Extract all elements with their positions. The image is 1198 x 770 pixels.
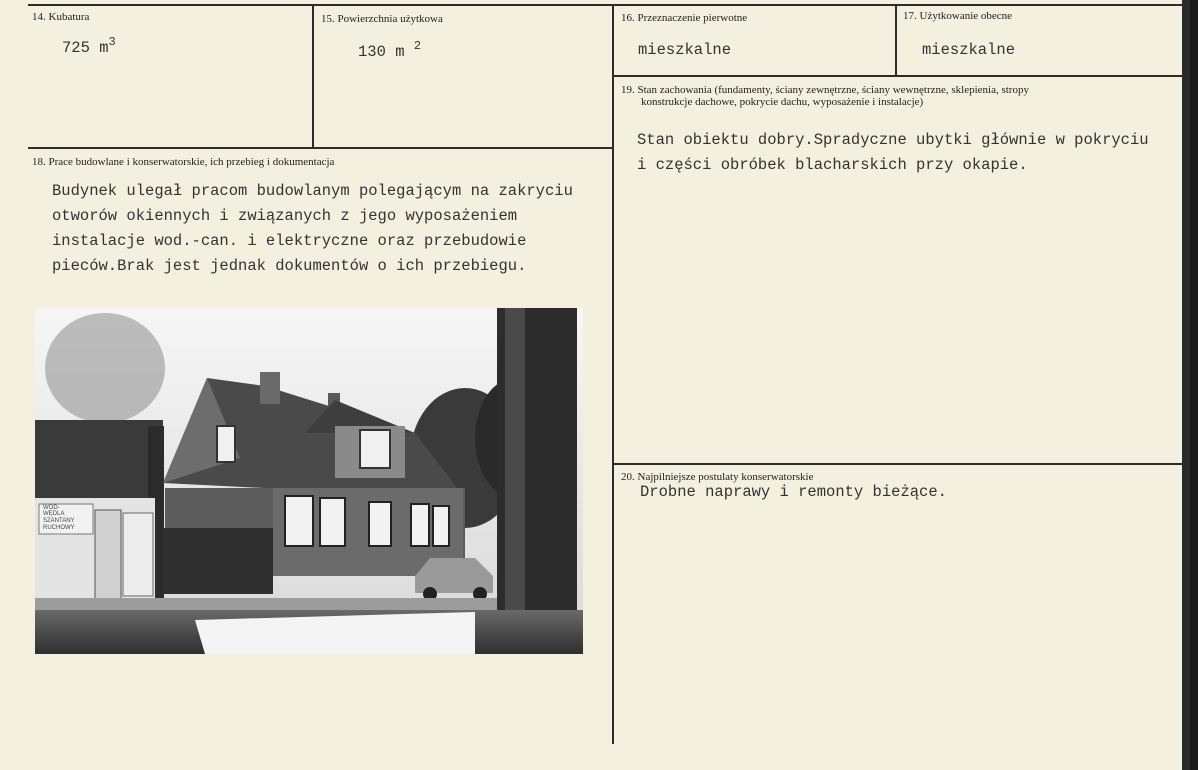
field-16-label: 16. Przeznaczenie pierwotne (621, 12, 748, 24)
divider-main (612, 4, 614, 744)
photo-sign-line: SZANTANY (43, 518, 75, 524)
divider-row1-right (614, 75, 1190, 77)
photo-sign-line: WĘDLA (43, 511, 65, 517)
field-20-value: Drobne naprawy i remonty bieżące. (640, 483, 947, 501)
field-18-label: 18. Prace budowlane i konserwatorskie, ich przebieg i dokumentacja (32, 156, 335, 168)
field-18-text-line: instalacje wod.-can. i elektryczne oraz przebudowie (52, 232, 527, 250)
field-19-text-line: Stan obiektu dobry.Spradyczne ubytki głównie w pokryciu (637, 131, 1149, 149)
building-photo (35, 308, 583, 654)
field-20-label: 20. Najpilniejsze postulaty konserwatorskie (621, 471, 814, 483)
field-15-value: 130 m $^2$ (358, 39, 422, 61)
divider-row1-left (28, 147, 612, 149)
field-14-value: 725 $m^3$ (62, 35, 116, 57)
divider-field20 (614, 463, 1190, 465)
field-18-text-line: Budynek ulegał pracom budowlanym polegającym na zakryciu (52, 182, 573, 200)
field-18-text-line: pieców.Brak jest jednak dokumentów o ich przebiegu. (52, 257, 527, 275)
photo-sign-line: RUCHOWY (43, 525, 75, 531)
field-17-label: 17. Użytkowanie obecne (903, 10, 1013, 22)
field-19-text-line: i części obróbek blacharskich przy okapie. (637, 156, 1028, 174)
field-17-value: mieszkalne (922, 41, 1016, 59)
field-14-label: 14. Kubatura (32, 11, 90, 23)
photo-sign-line: WOD- (43, 505, 60, 511)
field-18-text-line: otworów okiennych i związanych z jego wyposażeniem (52, 207, 518, 225)
field-19-label-line: konstrukcje dachowe, pokrycie dachu, wyposażenie i instalacje) (641, 96, 924, 108)
card-edge-shadow (1182, 0, 1190, 770)
field-16-value: mieszkalne (638, 41, 732, 59)
divider-16-17 (895, 4, 897, 76)
top-border (28, 4, 1190, 6)
field-19-label-line: 19. Stan zachowania (fundamenty, ściany zewnętrzne, ściany wewnętrzne, sklepienia, stropy (621, 84, 1029, 96)
field-15-label: 15. Powierzchnia użytkowa (321, 13, 443, 25)
divider-14-15 (312, 4, 314, 149)
